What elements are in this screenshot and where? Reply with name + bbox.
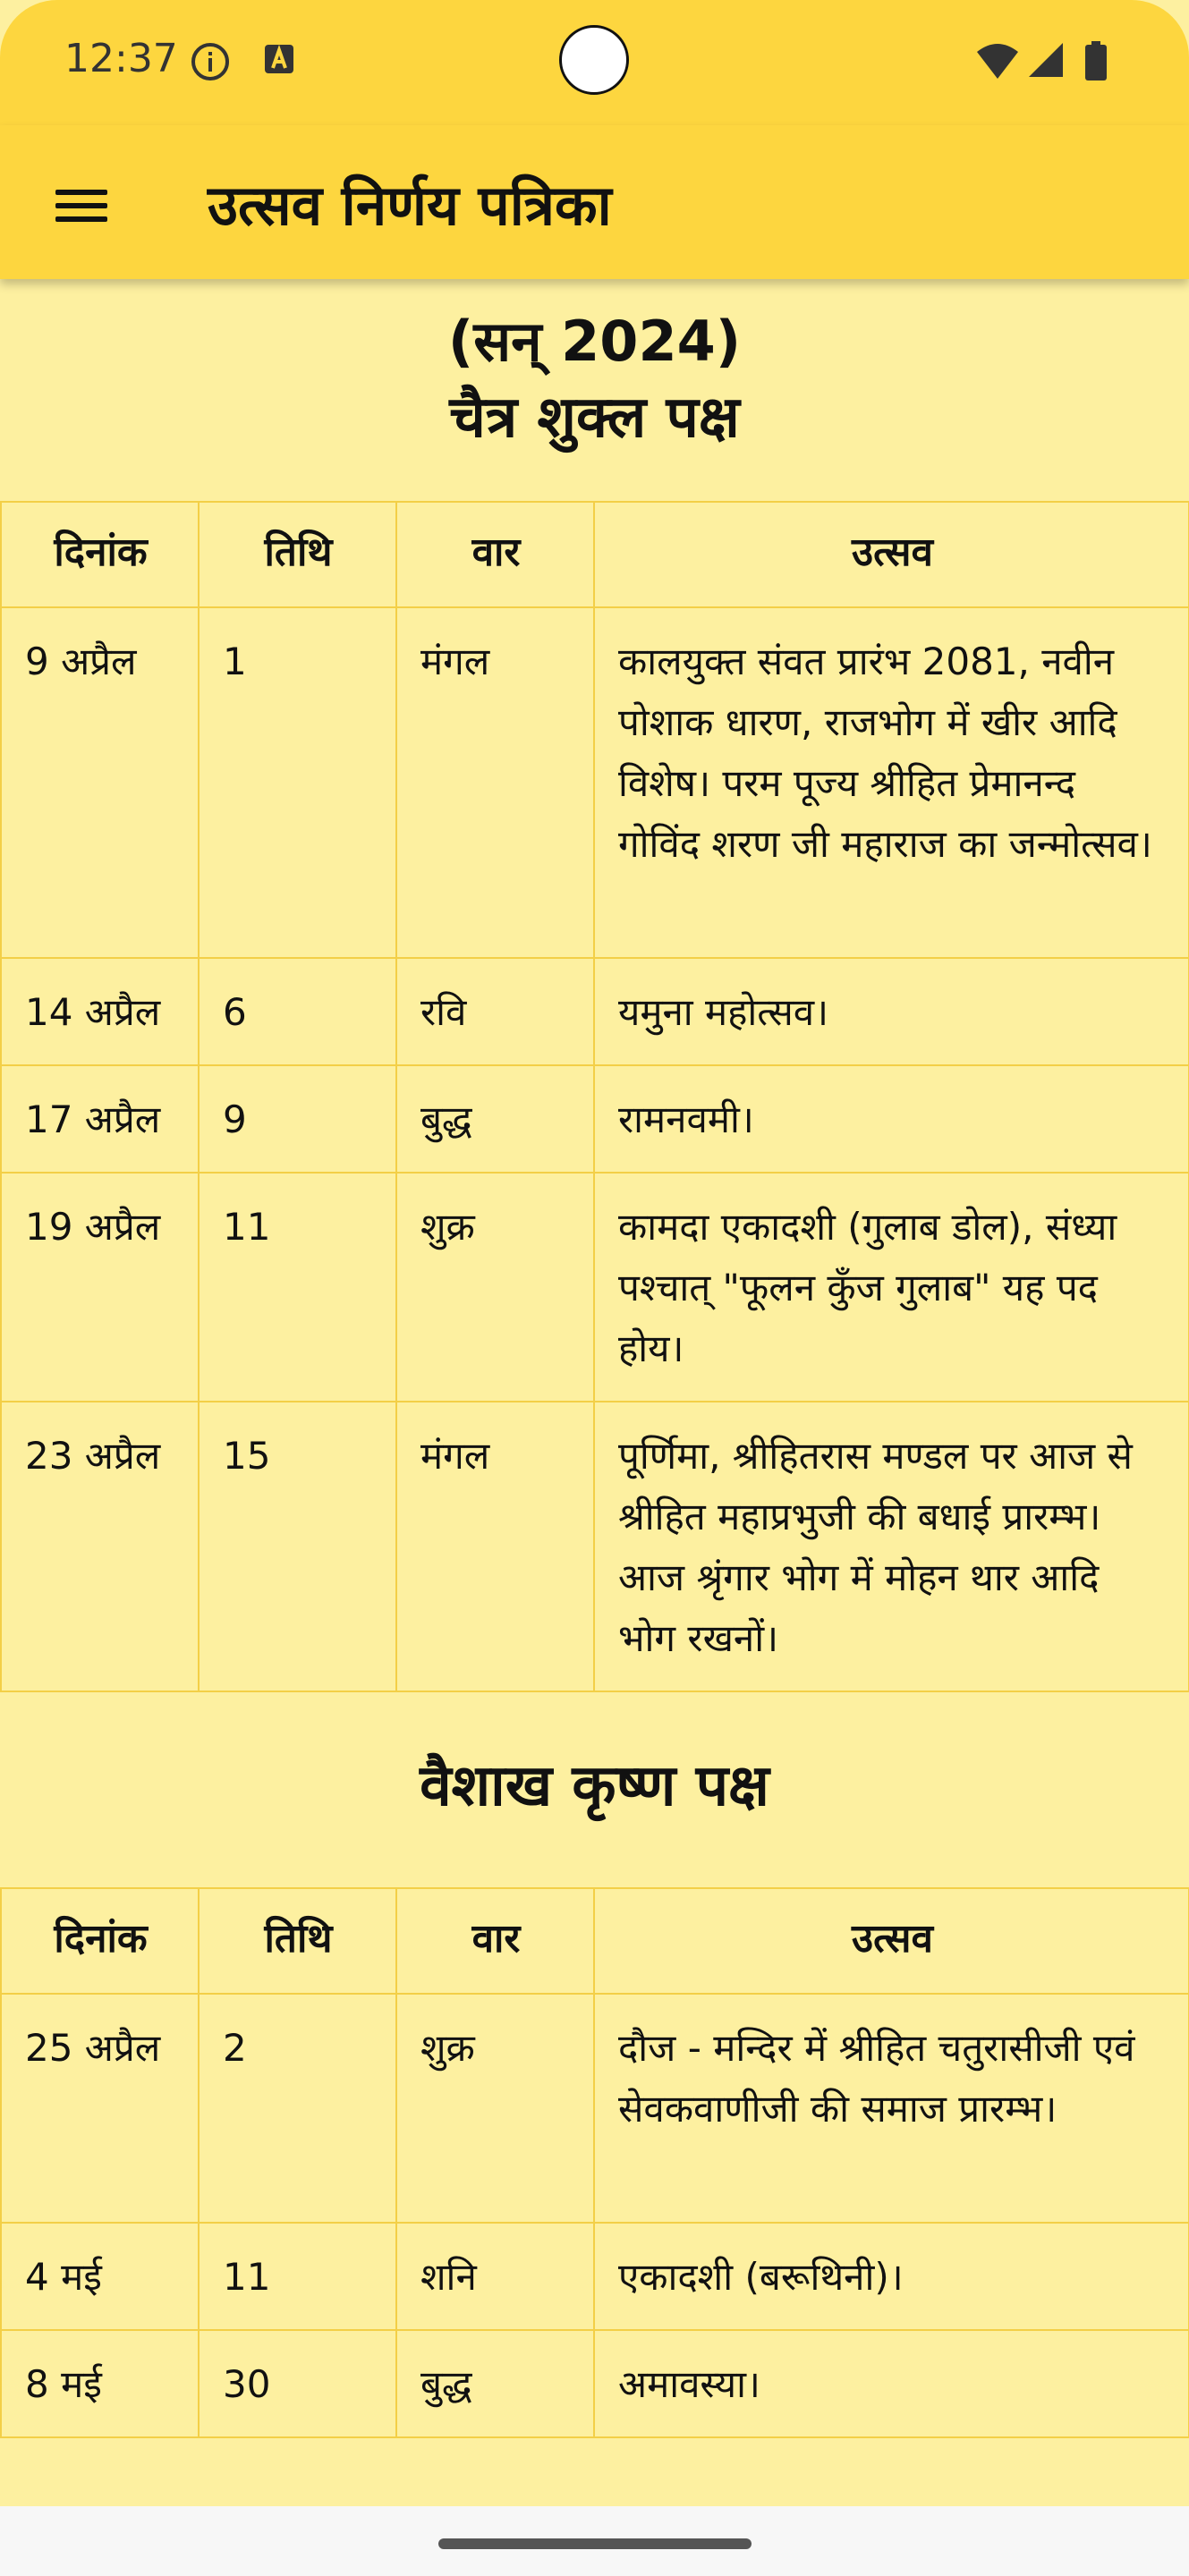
app-bar	[0, 125, 1189, 279]
table-row	[1, 2223, 1189, 2330]
section-heading: वैशाख कृष्ण पक्ष	[420, 1753, 769, 1819]
text-a-icon	[261, 41, 297, 77]
app-title: उत्सव निर्णय पत्रिका	[208, 173, 612, 238]
cell-date: 17 अप्रैल	[1, 1065, 199, 1173]
battery-icon	[1084, 41, 1108, 80]
table-row	[1, 1173, 1189, 1402]
cell-date: 19 अप्रैल	[1, 1173, 199, 1402]
cell-date: 8 मई	[1, 2330, 199, 2437]
cell-day: शनि	[396, 2223, 594, 2330]
cell-day: मंगल	[396, 607, 594, 958]
cell-festival: रामनवमी।	[594, 1065, 1189, 1173]
cell-festival: कालयुक्त संवत प्रारंभ 2081, नवीन पोशाक धारण, राजभोग में खीर आदि विशेष। परम पूज्य श्रीहित प्रेमानन्द गोविंद शरण जी महाराज का जन्मोत्सव।	[594, 607, 1189, 958]
column-header-day: वार	[396, 502, 594, 607]
cell-festival: पूर्णिमा, श्रीहितरास मण्डल पर आज से श्रीहित महाप्रभुजी की बधाई प्रारम्भ। आज श्रृंगार भोग में मोहन थार आदि भोग रखनों।	[594, 1402, 1189, 1691]
column-header-tithi: तिथि	[199, 1888, 396, 1994]
cell-date: 9 अप्रैल	[1, 607, 199, 958]
year-heading: (सन् 2024)	[447, 309, 742, 374]
cell-tithi: 11	[199, 2223, 396, 2330]
table-row	[1, 1065, 1189, 1173]
cell-date: 4 मई	[1, 2223, 199, 2330]
cell-festival: एकादशी (बरूथिनी)।	[594, 2223, 1189, 2330]
cell-tithi: 9	[199, 1065, 396, 1173]
cell-tithi: 30	[199, 2330, 396, 2437]
cell-tithi: 2	[199, 1994, 396, 2223]
cell-day: रवि	[396, 958, 594, 1065]
table-header-row	[1, 502, 1189, 607]
cell-festival: यमुना महोत्सव।	[594, 958, 1189, 1065]
cell-day: शुक्र	[396, 1173, 594, 1402]
front-camera	[559, 25, 629, 95]
festival-table	[0, 1887, 1189, 2438]
cell-day: बुद्ध	[396, 1065, 594, 1173]
info-icon	[190, 41, 231, 82]
table-header-row	[1, 1888, 1189, 1994]
hamburger-menu-icon[interactable]	[36, 161, 125, 250]
cell-festival: दौज - मन्दिर में श्रीहित चतुरासीजी एवं सेवकवाणीजी की समाज प्रारम्भ।	[594, 1994, 1189, 2223]
status-time: 12:37	[64, 36, 178, 81]
cell-day: शुक्र	[396, 1994, 594, 2223]
column-header-day: वार	[396, 1888, 594, 1994]
cell-tithi: 6	[199, 958, 396, 1065]
cell-date: 23 अप्रैल	[1, 1402, 199, 1691]
table-row	[1, 607, 1189, 958]
content-scroll-area[interactable]	[0, 279, 1189, 2506]
navigation-bar	[0, 2506, 1189, 2576]
table-row	[1, 2330, 1189, 2437]
column-header-festival: उत्सव	[594, 502, 1189, 607]
cell-date: 14 अप्रैल	[1, 958, 199, 1065]
cell-festival: अमावस्या।	[594, 2330, 1189, 2437]
cell-tithi: 1	[199, 607, 396, 958]
column-header-tithi: तिथि	[199, 502, 396, 607]
home-gesture-handle[interactable]	[438, 2538, 752, 2549]
cell-tithi: 11	[199, 1173, 396, 1402]
status-bar	[0, 0, 1189, 125]
table-row	[1, 1402, 1189, 1691]
cell-day: बुद्ध	[396, 2330, 594, 2437]
column-header-date: दिनांक	[1, 502, 199, 607]
cell-date: 25 अप्रैल	[1, 1994, 199, 2223]
column-header-festival: उत्सव	[594, 1888, 1189, 1994]
wifi-icon	[975, 41, 1020, 80]
signal-icon	[1027, 41, 1065, 79]
table-row	[1, 1994, 1189, 2223]
cell-tithi: 15	[199, 1402, 396, 1691]
festival-table	[0, 501, 1189, 1692]
cell-day: मंगल	[396, 1402, 594, 1691]
column-header-date: दिनांक	[1, 1888, 199, 1994]
section-heading: चैत्र शुक्ल पक्ष	[449, 385, 740, 451]
cell-festival: कामदा एकादशी (गुलाब डोल), संध्या पश्चात् "फूलन कुँज गुलाब" यह पद होय।	[594, 1173, 1189, 1402]
table-row	[1, 958, 1189, 1065]
